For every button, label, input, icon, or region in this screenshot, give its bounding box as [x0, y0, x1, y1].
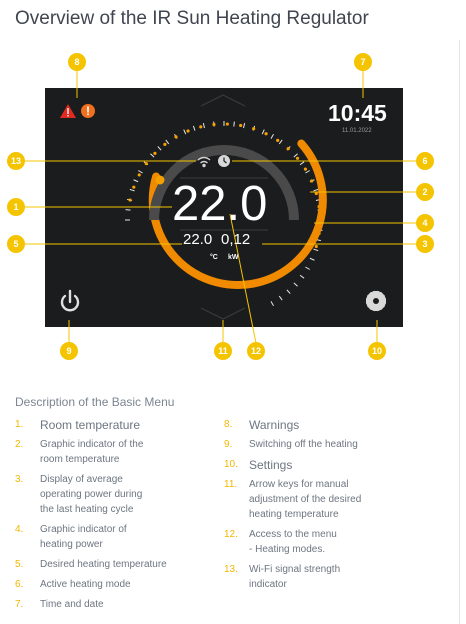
description-heading: Description of the Basic Menu: [15, 395, 175, 409]
temperature-dot: [186, 129, 189, 132]
dial-tick: [271, 134, 274, 138]
dial-tick: [310, 258, 315, 260]
dial-tick: [313, 189, 318, 191]
wifi-icon: [198, 158, 210, 167]
temperature-dot: [174, 135, 177, 138]
gear-icon[interactable]: [366, 291, 386, 311]
dial-tick: [158, 146, 161, 150]
page-title: Overview of the IR Sun Heating Regulator: [15, 8, 369, 29]
temperature-dot: [199, 125, 202, 128]
dial-tick: [279, 140, 282, 144]
temperature-dot: [212, 123, 215, 126]
temperature-dot: [132, 186, 135, 189]
dial-tick: [294, 154, 298, 157]
dial-tick: [294, 283, 298, 286]
callout-13: 13: [7, 152, 25, 170]
callout-8: 8: [68, 53, 86, 71]
dial-tick: [134, 180, 139, 182]
dial-tick: [300, 162, 304, 165]
dial-tick: [313, 249, 318, 251]
dial-tick: [244, 123, 245, 128]
temperature-unit: °C: [210, 254, 218, 261]
dial-tick: [193, 126, 195, 131]
callout-7: 7: [354, 53, 372, 71]
callout-6: 6: [416, 152, 434, 170]
temperature-dot: [252, 127, 255, 130]
clock-date: 11.01.2022: [342, 128, 372, 134]
arrow-up-icon[interactable]: [201, 95, 245, 106]
dial-tick: [305, 267, 309, 270]
desired-temperature-value[interactable]: 22.0: [183, 231, 213, 248]
power-unit: kW: [228, 254, 239, 261]
callout-5: 5: [7, 235, 25, 253]
callout-12: 12: [247, 342, 265, 360]
arrow-down-icon[interactable]: [201, 308, 245, 319]
clock-time: 10:45: [328, 100, 387, 126]
room-temperature-value: 22.0: [172, 177, 268, 231]
temperature-dot: [276, 139, 279, 142]
dial-tick: [184, 130, 186, 135]
dial-tick: [300, 275, 304, 278]
dial-tick: [262, 130, 264, 135]
temperature-dot: [128, 198, 131, 201]
temperature-dot: [145, 162, 148, 165]
dial-tick: [203, 123, 204, 128]
callout-10: 10: [368, 342, 386, 360]
temperature-dot: [163, 143, 166, 146]
temperature-dot: [264, 132, 267, 135]
dial-tick: [234, 122, 235, 127]
callout-1: 1: [7, 198, 25, 216]
dial-tick: [166, 140, 169, 144]
temperature-dot: [226, 122, 229, 125]
clock-icon: [218, 155, 230, 167]
temperature-dot: [304, 168, 307, 171]
dial-tick: [130, 189, 135, 191]
temperature-dot: [296, 157, 299, 160]
temperature-dot: [315, 245, 318, 248]
temperature-dot: [138, 173, 141, 176]
dial-tick: [126, 210, 131, 211]
temperature-dot: [287, 147, 290, 150]
dial-tick: [150, 154, 154, 157]
power-value: 0,12: [221, 231, 251, 248]
callout-4: 4: [416, 214, 434, 232]
temperature-dot: [239, 124, 242, 127]
dial-tick: [305, 171, 309, 174]
callout-3: 3: [416, 235, 434, 253]
dial-tick: [138, 171, 142, 174]
warning-triangle-icon: [60, 104, 76, 118]
callout-11: 11: [214, 342, 232, 360]
temperature-dot: [310, 179, 313, 182]
dial-tick: [279, 296, 282, 300]
warning-circle-icon: [81, 104, 95, 118]
dial-tick: [287, 290, 290, 294]
callout-9: 9: [60, 342, 78, 360]
dial-tick: [271, 301, 274, 305]
temperature-dot: [153, 152, 156, 155]
room-temperature-marker: [156, 176, 165, 185]
power-icon[interactable]: [62, 291, 78, 310]
callout-2: 2: [416, 183, 434, 201]
